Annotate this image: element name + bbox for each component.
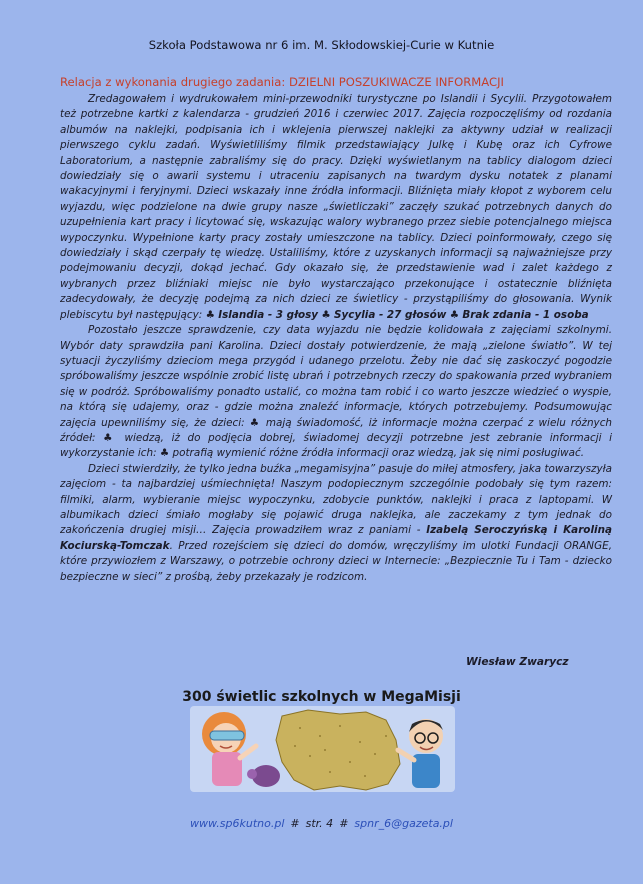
separator: # (290, 817, 300, 830)
email-link[interactable]: spnr_6@gazeta.pl (354, 817, 453, 830)
website-link[interactable]: www.sp6kutno.pl (190, 817, 285, 830)
school-name: Szkoła Podstawowa nr 6 im. M. Skłodowskiej-Curie w Kutnie (148, 38, 495, 52)
club-icon: ♣ (321, 308, 331, 321)
vote-brak: Brak zdania - 1 osoba (462, 308, 589, 321)
page-footer (0, 817, 643, 830)
paragraph-1-text: Zredagowałem i wydrukowałem mini-przewodniki turystyczne po Islandii i Sycylii. Przygotowałem też potrzebne kartki z kalendarza - grudzień 2016 i czerwiec 2017. Zajęcia rozpoczęliśmy od rozdania albumów na naklejki, podpisania ich i wklejenia pierwszej naklejki za aktywny udział w realizacji pierwszego cyklu zadań. Wyświetliliśmy filmik przedstawiający Julkę i Kubę oraz ich Cyfrowe Laboratorium, a następnie zabraliśmy się do pracy. Dzięki wyświetlanym na tablicy dialogom dzieci dowiedziały się o awarii systemu i utraceniu zapisanych na twardym dysku notatek z planami wakacyjnymi i feryjnymi. Dzieci wskazały inne źródła informacji. Bliźnięta miały kłopot z wyborem celu wyjazdu, więc podzielone na dwie grupy nasze „świetliczaki” zaczęły szukać potrzebnych danych do uzupełnienia kart pracy i licytować się, wskazując walory wybranego przez siebie potencjalnego miejsca wypoczynku. Wypełnione karty pracy zostały umieszczone na tablicy. Dzieci poinformowały, czego się dowiedziały i skąd czerpały tę wiedzę. Ustaliliśmy, które z uzyskanych informacji są najważniejsze przy podejmowaniu decyzji, dokąd jechać. Gdy okazało się, że przedstawienie wad i zalet każdego z wybranych przez bliźniaki miejsc nie było wystarczająco przekonujące i ostatecznie bliźnięta zadecydowały, że decyzję podejmą za nich dzieci ze świetlicy - przystąpiliśmy do głosowania. Wynik plebiscytu był następujący: (60, 93, 612, 321)
paragraph-3 (60, 462, 612, 585)
paragraph-1 (60, 92, 612, 323)
paragraph-2: Pozostało jeszcze sprawdzenie, czy data wyjazdu nie będzie kolidowała z zajęciami szkolnymi. Wybór daty sprawdziła pani Karolina. Dzieci dostały potwierdzenie, że mają „zielone światło”. W tej sytuacji życzyliśmy dzieciom mega przygód i udanego przelotu. Żeby nie dać się zaskoczyć pogodzie spróbowaliśmy jeszcze wspólnie zrobić listę ubrań i potrzebnych rzeczy do spakowania przed wybraniem się w podróż. Spróbowaliśmy ponadto ustalić, co można tam robić i co warto jeszcze wiedzieć o wyspie, na którą się udajemy, oraz - gdzie można znaleźć informacje, których potrzebujemy. Podsumowując zajęcia upewniliśmy się, że dzieci: ♣ mają świadomość, iż informacje można czerpać z wielu różnych źródeł: ♣ wiedzą, iż do podjęcia dobrej, świadomej decyzji potrzebne jest zebranie informacji i wykorzystanie ich: ♣ potrafią wymienić różne źródła informacji oraz wiedzą, jak się nimi posługiwać. (60, 324, 612, 460)
paragraph-3-text-b: . Przed rozejściem się dzieci do domów, wręczyliśmy im ulotki Fundacji ORANGE, które przywiozłem z Warszawy, o potrzebie ochrony dzieci w Internecie: „Bezpiecznie Tu i Tam - dziecko bezpieczne w sieci” z prośbą, żeby przekazały je rodzicom. (60, 539, 612, 583)
vote-islandia: Islandia - 3 głosy (218, 308, 319, 321)
club-icon: ♣ (205, 308, 215, 321)
report-heading (60, 75, 504, 89)
club-icon: ♣ (449, 308, 460, 321)
vote-sycylia: Sycylia - 27 głosów (334, 308, 447, 321)
heading-prefix: Relacja z wykonania drugiego zadania: (60, 75, 286, 89)
heading-title: DZIELNI POSZUKIWACZE INFORMACJI (288, 75, 504, 89)
separator: # (339, 817, 349, 830)
page-number: str. 4 (305, 817, 334, 830)
teacher-names: Izabelą Seroczyńską i Karoliną Kociurską-Tomczak (60, 524, 612, 552)
megamisja-banner-illustration (190, 706, 455, 792)
boy-character-icon (398, 719, 443, 788)
paragraph-3-text-a: Dzieci stwierdziły, że tylko jedna buźka „megamisyjna” pasuje do miłej atmosfery, jaka towarzyszyła zajęciom - ta najbardziej uśmiechnięta! Naszym podopiecznym szczególnie podobały się tym razem: filmiki, alarm, wybieranie miejsc wypoczynku, zdobycie punktów, naklejki i praca z laptopami. W albumikach dzieci śmiało mogłaby się pojawić druga naklejka, ale zaczekamy z tym jednak do zakończenia drugiej misji… Zajęcia prowadziłem wraz z paniami - (60, 462, 612, 537)
poland-map-icon (276, 710, 400, 790)
vote-result (206, 309, 589, 321)
piggy-bank-icon (247, 765, 280, 787)
signature: Wiesław Zwarycz (466, 656, 569, 668)
banner-title: 300 świetlic szkolnych w MegaMisji (182, 689, 461, 705)
banner-illustration-svg (190, 706, 455, 792)
article-body (60, 92, 612, 585)
